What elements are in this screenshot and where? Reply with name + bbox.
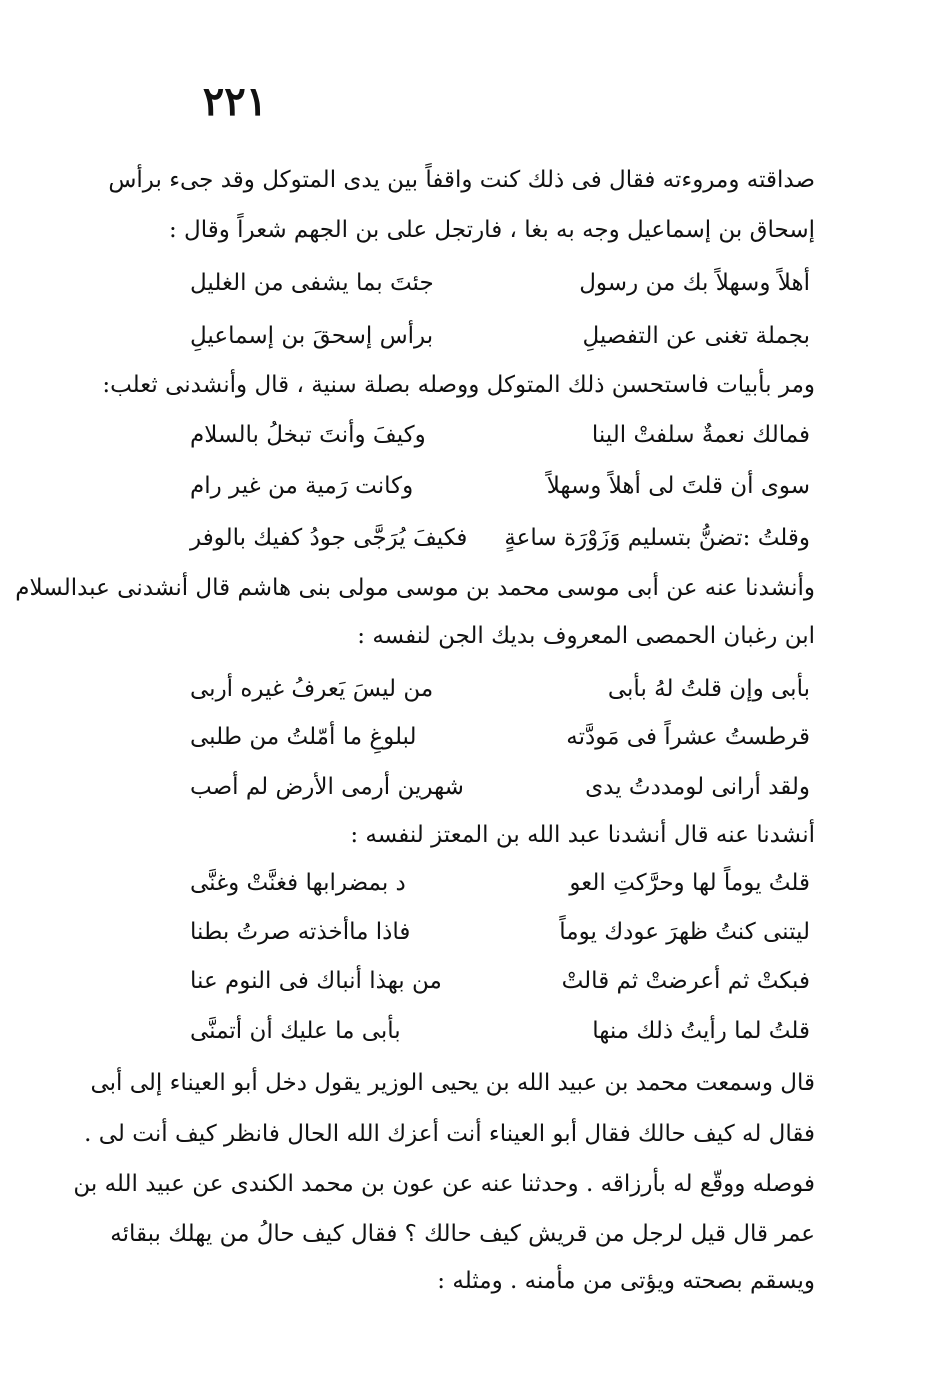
verse-line: [190, 1014, 810, 1048]
verse-line: [190, 319, 810, 353]
verse-line: [190, 866, 810, 900]
verse-first-hemistich: قرطستُ عشراً فى مَودَّته: [566, 724, 810, 750]
verse-second-hemistich: من بهذا أنباك فى النوم عنا: [190, 968, 442, 994]
prose-line: أنشدنا عنه قال أنشدنا عبد الله بن المعتز لنفسه :: [350, 822, 815, 848]
verse-line: [190, 915, 810, 949]
prose-line: عمر قال قيل لرجل من قريش كيف حالك ؟ فقال كيف حالُ من يهلك ببقائه: [110, 1221, 815, 1247]
verse-first-hemistich: قلتُ لما رأيتُ ذلك منها: [592, 1018, 810, 1044]
verse-second-hemistich: وكانت رَمية من غير رام: [190, 473, 414, 499]
verse-line: [190, 521, 810, 555]
verse-line: [190, 266, 810, 300]
verse-line: [190, 672, 810, 706]
verse-first-hemistich: فبكتْ ثم أعرضتْ ثم قالتْ: [561, 968, 810, 994]
prose-line: وأنشدنا عنه عن أبى موسى محمد بن موسى مولى بنى هاشم قال أنشدنى عبدالسلام: [15, 575, 815, 601]
verse-second-hemistich: برأس إسحقَ بن إسماعيلِ: [190, 323, 434, 349]
verse-second-hemistich: من ليسَ يَعرفُ غيره أربى: [190, 676, 434, 702]
verse-line: [190, 964, 810, 998]
verse-first-hemistich: أهلاً وسهلاً بك من رسول: [579, 270, 810, 296]
verse-second-hemistich: د بمضرابها فغنَّتْ وغنَّى: [190, 870, 406, 896]
verse-second-hemistich: وكيفَ وأنتَ تبخلُ بالسلام: [190, 422, 426, 448]
page-number: ٢٢١: [202, 78, 268, 125]
verse-second-hemistich: لبلوغِ ما أمّلتُ من طلبى: [190, 724, 417, 750]
verse-first-hemistich: وقلتُ :تضنُّ بتسليم وَزَوْرَة ساعةٍ: [504, 525, 810, 551]
prose-line: قال وسمعت محمد بن عبيد الله بن يحيى الوزير يقول دخل أبو العيناء إلى أبى: [90, 1070, 815, 1096]
verse-second-hemistich: فاذا ماأخذته صرتُ بطنا: [190, 919, 411, 945]
verse-second-hemistich: جئتَ بما يشفى من الغليل: [190, 270, 434, 296]
verse-first-hemistich: فمالك نعمةٌ سلفتْ الينا: [591, 422, 810, 448]
verse-second-hemistich: بأبى ما عليك أن أتمنَّى: [190, 1018, 401, 1044]
verse-first-hemistich: بأبى وإن قلتُ لهُ بأبى: [607, 676, 810, 702]
prose-line: صداقته ومروءته فقال فى ذلك كنت واقفاً بين يدى المتوكل وقد جىء برأس: [108, 167, 815, 193]
verse-first-hemistich: قلتُ يوماً لها وحرَّكتِ العو: [569, 870, 810, 896]
prose-line: فقال له كيف حالك فقال أبو العيناء أنت أعزك الله الحال فانظر كيف أنت لى .: [84, 1121, 815, 1147]
verse-first-hemistich: بجملة تغنى عن التفصيلِ: [582, 323, 810, 349]
verse-line: [190, 469, 810, 503]
verse-line: [190, 770, 810, 804]
verse-line: [190, 418, 810, 452]
verse-first-hemistich: ليتنى كنتُ ظهرَ عودك يوماً: [559, 919, 810, 945]
verse-line: [190, 720, 810, 754]
verse-first-hemistich: سوى أن قلتَ لى أهلاً وسهلاً: [546, 473, 810, 499]
prose-line: ابن رغبان الحمصى المعروف بديك الجن لنفسه :: [357, 623, 815, 649]
prose-line: ويسقم بصحته ويؤتى من مأمنه . ومثله :: [437, 1268, 815, 1294]
verse-second-hemistich: شهرين أرمى الأرض لم أصب: [190, 774, 464, 800]
prose-line: ومر بأبيات فاستحسن ذلك المتوكل ووصله بصلة سنية ، قال وأنشدنى ثعلب:: [102, 372, 815, 398]
prose-line: إسحاق بن إسماعيل وجه به بغا ، فارتجل على بن الجهم شعراً وقال :: [168, 217, 815, 243]
verse-second-hemistich: فكيفَ يُرَجَّى جودُ كفيك بالوفر: [190, 525, 468, 551]
prose-line: فوصله ووقّع له بأرزاقه . وحدثنا عنه عن عون بن محمد الكندى عن عبيد الله بن: [73, 1171, 815, 1197]
verse-first-hemistich: ولقد أرانى لومددتُ يدى: [585, 774, 810, 800]
